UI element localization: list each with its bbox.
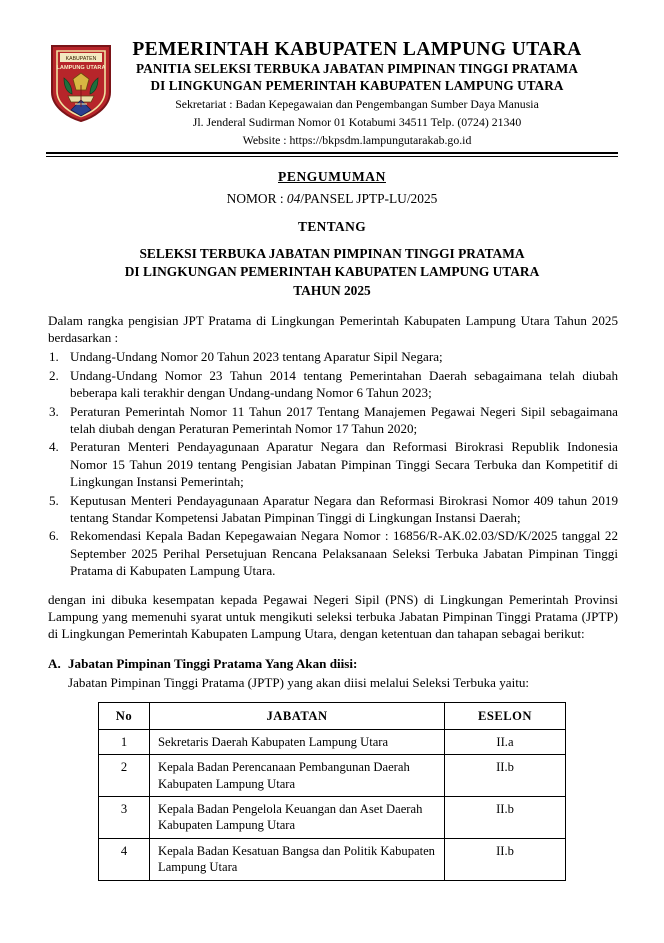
list-item-text: Peraturan Menteri Pendayagunaan Aparatur Negara dan Reformasi Birokrasi Republik Indonesia Nomor 15 Tahun 2019 tentang Pengisian Jabatan Pimpinan Tinggi Secara Terbuka dan Kompetitif di Lingkungan Instansi Pemerintah; — [70, 439, 618, 490]
list-item-text: Undang-Undang Nomor 20 Tahun 2023 tentang Aparatur Sipil Negara; — [70, 349, 443, 365]
cell-eselon: II.b — [445, 838, 566, 880]
cell-no: 1 — [99, 729, 150, 754]
section-a-body — [68, 655, 618, 692]
announcement-number — [46, 191, 618, 207]
address-line: Jl. Jenderal Sudirman Nomor 01 Kotabumi 34511 Telp. (0724) 21340 — [192, 115, 522, 130]
cell-jabatan: Kepala Badan Perencanaan Pembangunan Daerah Kabupaten Lampung Utara — [150, 755, 445, 797]
svg-text:KABUPATEN: KABUPATEN — [65, 56, 97, 62]
opening-paragraph: dengan ini dibuka kesempatan kepada Pegawai Negeri Sipil (PNS) di Lingkungan Pemerintah Provinsi Lampung yang memenuhi syarat untuk mengikuti seleksi terbuka Jabatan Pimpinan Tinggi Pratama (JPTP) di Lingkungan Pemerintah Kabupaten Lampung Utara, dengan ketentuan dan tahapan sebagai berikut: — [48, 591, 618, 642]
table-row — [99, 838, 566, 880]
list-item-text: Undang-Undang Nomor 23 Tahun 2014 tentang Pemerintahan Daerah sebagaimana telah diubah beberapa kali terakhir dengan Undang-undang Nomor 6 Tahun 2023; — [70, 367, 618, 401]
website-line: Website : https://bkpsdm.lampungutarakab.go.id — [242, 133, 472, 148]
cell-jabatan: Sekretaris Daerah Kabupaten Lampung Utara — [150, 729, 445, 754]
section-a-letter: A. — [48, 655, 61, 671]
list-item — [46, 348, 618, 365]
cell-eselon: II.b — [445, 797, 566, 839]
secretariat-line: Sekretariat : Badan Kepegawaian dan Pengembangan Sumber Daya Manusia — [175, 97, 539, 111]
list-item-number: 1. — [49, 349, 59, 365]
list-item-text: Rekomendasi Kepala Badan Kepegawaian Negara Nomor : 16856/R-AK.02.03/SD/K/2025 tanggal 22 September 2025 Perihal Persetujuan Rencana Pelaksanaan Seleksi Terbuka Jabatan Pimpinan Tinggi Pratama di Kabupaten Lampung Utara. — [70, 528, 618, 579]
cell-eselon: II.b — [445, 755, 566, 797]
cell-no: 2 — [99, 755, 150, 797]
title-block — [46, 169, 618, 299]
list-item — [46, 492, 618, 527]
section-a-title: Jabatan Pimpinan Tinggi Pratama Yang Akan diisi: — [68, 655, 358, 671]
announcement-year: TAHUN 2025 — [293, 282, 371, 298]
announcement-heading: PENGUMUMAN — [278, 168, 386, 184]
jabatan-table — [98, 702, 566, 881]
table-row — [99, 755, 566, 797]
committee-name-line1: PANITIA SELEKSI TERBUKA JABATAN PIMPINAN TINGGI PRATAMA — [136, 61, 578, 76]
list-item — [46, 438, 618, 490]
svg-text:LAMPUNG UTARA: LAMPUNG UTARA — [56, 65, 106, 71]
list-item — [46, 527, 618, 579]
legal-basis-list — [46, 348, 618, 579]
cell-no: 4 — [99, 838, 150, 880]
list-item-number: 3. — [49, 403, 59, 419]
header-divider-thick — [46, 152, 618, 154]
cell-no: 3 — [99, 797, 150, 839]
announcement-subject-line2: DI LINGKUNGAN PEMERINTAH KABUPATEN LAMPUNG UTARA — [124, 263, 540, 279]
section-a — [46, 655, 618, 692]
list-item — [46, 367, 618, 402]
intro-paragraph: Dalam rangka pengisian JPT Pratama di Lingkungan Pemerintah Kabupaten Lampung Utara Tahun 2025 berdasarkan : — [48, 312, 618, 345]
list-item-number: 5. — [49, 492, 59, 508]
column-header-eselon: ESELON — [445, 702, 566, 729]
table-row — [99, 729, 566, 754]
column-header-jabatan: JABATAN — [150, 702, 445, 729]
letterhead-text — [104, 38, 618, 148]
list-item — [46, 403, 618, 438]
header-divider-thin — [46, 156, 618, 157]
cell-jabatan: Kepala Badan Kesatuan Bangsa dan Politik Kabupaten Lampung Utara — [150, 838, 445, 880]
table-header-row — [99, 702, 566, 729]
section-a-subtitle: Jabatan Pimpinan Tinggi Pratama (JPTP) yang akan diisi melalui Seleksi Terbuka yaitu: — [68, 675, 530, 691]
announcement-subject-line1: SELEKSI TERBUKA JABATAN PIMPINAN TINGGI PRATAMA — [139, 245, 525, 261]
list-item-number: 6. — [49, 528, 59, 544]
nomor-value: 04 — [286, 190, 301, 206]
list-item-number: 2. — [49, 367, 59, 383]
list-item-text: Peraturan Pemerintah Nomor 11 Tahun 2017 Tentang Manajemen Pegawai Negeri Sipil sebagaimana telah diubah dengan Peraturan Pemerintah Nomor 17 Tahun 2020; — [70, 403, 618, 436]
nomor-suffix: /PANSEL JPTP-LU/2025 — [300, 190, 438, 206]
tentang-label: TENTANG — [297, 218, 367, 234]
list-item-text: Keputusan Menteri Pendayagunaan Aparatur Negara dan Reformasi Birokrasi Nomor 409 tahun 2019 tentang Standar Kompetensi Jabatan Pimpinan Tinggi di Lingkungan Instansi Daerah; — [70, 492, 618, 525]
institution-name: PEMERINTAH KABUPATEN LAMPUNG UTARA — [132, 39, 582, 60]
committee-name-line2: DI LINGKUNGAN PEMERINTAH KABUPATEN LAMPUNG UTARA — [150, 77, 564, 93]
cell-eselon: II.a — [445, 729, 566, 754]
column-header-no: No — [99, 702, 150, 729]
nomor-prefix: NOMOR : — [226, 190, 287, 206]
list-item-number: 4. — [49, 439, 59, 455]
table-row — [99, 797, 566, 839]
document-body — [46, 312, 618, 881]
cell-jabatan: Kepala Badan Pengelola Keuangan dan Aset Daerah Kabupaten Lampung Utara — [150, 797, 445, 839]
letterhead — [46, 38, 618, 148]
